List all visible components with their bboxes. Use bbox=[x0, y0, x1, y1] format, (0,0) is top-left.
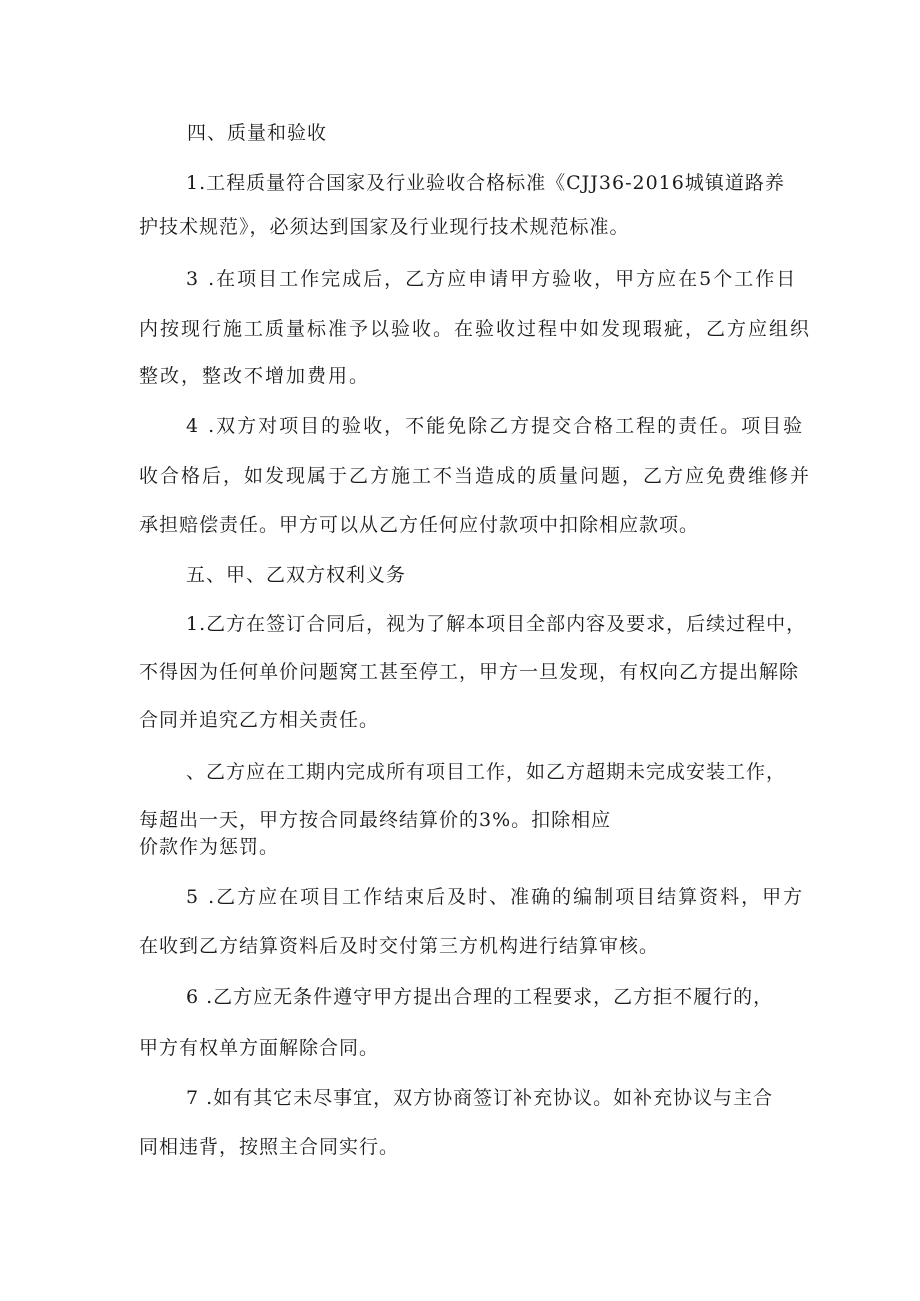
section-4-item-3-line-2: 内按现行施工质量标准予以验收。在验收过程中如发现瑕疵，乙方应组织 bbox=[139, 318, 812, 340]
section-5-item-unnumbered-line-1: 、乙方应在工期内完成所有项目工作，如乙方超期未完成安装工作， bbox=[186, 761, 787, 783]
section-5-item-unnumbered-line-2: 每超出一天，甲方按合同最终结算价的3%。扣除相应 bbox=[139, 809, 612, 831]
section-5-item-5-line-2: 在收到乙方结算资料后及时交付第三方机构进行结算审核。 bbox=[139, 935, 660, 957]
section-5-item-7-line-2: 同相违背，按照主合同实行。 bbox=[139, 1136, 400, 1158]
section-4-item-3-line-3: 整改，整改不增加费用。 bbox=[139, 365, 371, 387]
section-5-heading: 五、甲、乙双方权利义务 bbox=[186, 564, 407, 586]
section-5-item-6-line-1: 6 .乙方应无条件遵守甲方提出合理的工程要求，乙方拒不履行的， bbox=[186, 986, 774, 1008]
section-5-item-5-line-1: 5 .乙方应在项目工作结束后及时、准确的编制项目结算资料，甲方 bbox=[186, 886, 805, 908]
section-4-item-3-line-1: 3 .在项目工作完成后，乙方应申请甲方验收，甲方应在5个工作日 bbox=[186, 268, 798, 290]
section-5-item-1-line-3: 合同并追究乙方相关责任。 bbox=[139, 709, 380, 731]
section-5-item-1-line-2: 不得因为任何单价问题窝工甚至停工，甲方一旦发现，有权向乙方提出解除 bbox=[139, 661, 800, 683]
section-5-item-7-line-1: 7 .如有其它未尽事宜，双方协商签订补充协议。如补充协议与主合 bbox=[186, 1087, 774, 1109]
section-5-item-1-line-1: 1.乙方在签订合同后，视为了解本项目全部内容及要求，后续过程中， bbox=[186, 613, 807, 635]
section-4-heading: 四、质量和验收 bbox=[187, 122, 328, 144]
section-4-item-4-line-1: 4 .双方对项目的验收，不能免除乙方提交合格工程的责任。项目验 bbox=[186, 415, 805, 437]
section-5-item-unnumbered-line-3: 价款作为惩罚。 bbox=[139, 836, 280, 858]
section-4-item-4-line-3: 承担赔偿责任。甲方可以从乙方任何应付款项中扣除相应款项。 bbox=[139, 514, 700, 536]
section-5-item-6-line-2: 甲方有权单方面解除合同。 bbox=[139, 1037, 380, 1059]
section-4-item-1-line-1: 1.工程质量符合国家及行业验收合格标准《CJJ36-2016城镇道路养 bbox=[186, 172, 785, 194]
section-4-item-1-line-2: 护技术规范》，必须达到国家及行业现行技术规范标准。 bbox=[139, 216, 630, 238]
section-4-item-4-line-2: 收合格后，如发现属于乙方施工不当造成的质量问题，乙方应免费维修并 bbox=[139, 465, 812, 487]
